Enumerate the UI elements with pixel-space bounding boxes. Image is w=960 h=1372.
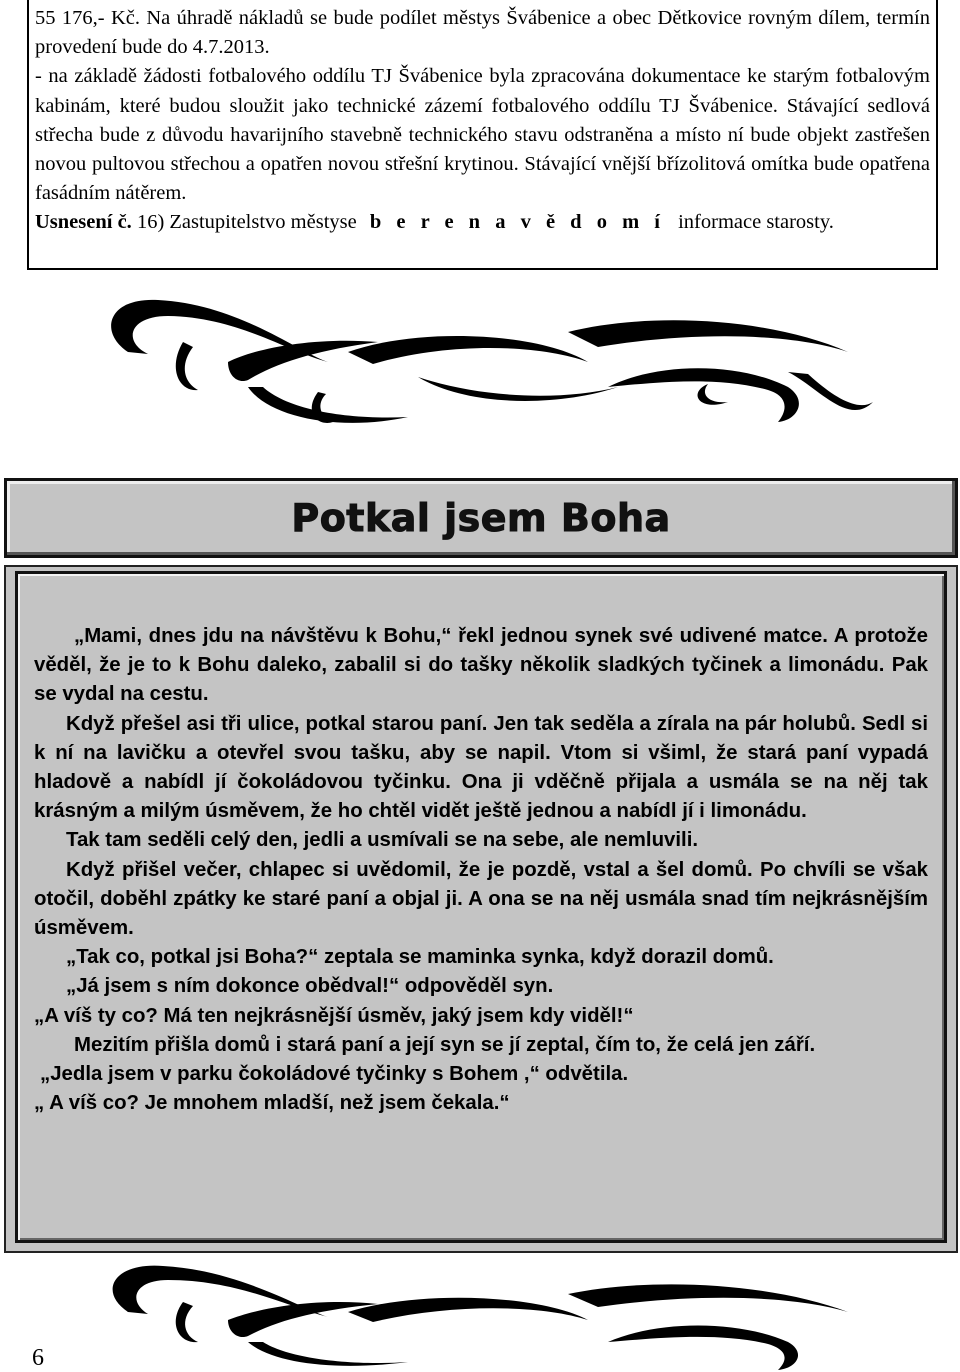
story-paragraph-2: Když přešel asi tři ulice, potkal starou paní. Jen tak seděla a zírala na pár holubů. Sedl si k ní na lavičku a otevřel svou tašku, aby se napil. Vtom si všiml, že stará paní vypadá hladově a nabídl jí čokoládovou tyčinku. Ona ji vděčně přijala a usmála se na něj tak krásným a milým úsměvem, že ho chtěl vidět ještě jednou a nabídl jí i limonádu. — [34, 712, 928, 823]
story-title-banner — [4, 478, 958, 558]
story-paragraph-8: Mezitím přišla domů i stará paní a její syn se jí zeptal, čím to, že celá jen září. — [74, 1033, 816, 1056]
decorative-swirl-top-icon — [88, 292, 878, 442]
story-paragraph-3: Tak tam seděli celý den, jedli a usmívali se na sebe, ale nemluvili. — [66, 829, 699, 852]
story-paragraph-10: „ A víš co? Je mnohem mladší, než jsem čekala.“ — [34, 1092, 510, 1115]
story-paragraph-4: Když přišel večer, chlapec si uvědomil, že je pozdě, vstal a šel domů. Po chvíli se však otočil, doběhl zpátky ke staré paní a objal ji. A ona se na něj usmála snad tím nejkrásnějším úsměvem. — [34, 858, 928, 940]
story-paragraph-7: „A víš ty co? Má ten nejkrásnější úsměv, jaký jsem kdy viděl!“ — [34, 1004, 634, 1027]
story-paragraph-1: „Mami, dnes jdu na návštěvu k Bohu,“ řekl jednou synek své udivené matce. A protože věděl, že je to k Bohu daleko, zabalil si do tašky několik sladkých tyčinek a limonádu. Pak se vydal na cestu. — [34, 625, 928, 706]
resolution-text: 16) Zastupitelstvo městyse — [136, 211, 357, 234]
resolution-verb: b e r e n a v ě d o m í — [369, 211, 665, 234]
story-paragraph-6: „Já jsem s ním dokonce obědval!“ odpověděl syn. — [66, 975, 554, 998]
resolution-line — [35, 208, 930, 237]
minutes-paragraph-1: 55 176,- Kč. Na úhradě nákladů se bude podílet městys Švábenice a obec Dětkovice rovným dílem, termín provedení bude do 4.7.2013. — [35, 7, 930, 59]
resolution-label: Usnesení č. — [35, 211, 132, 234]
minutes-paragraph-2: - na základě žádosti fotbalového oddílu TJ Švábenice byla zpracována dokumentace ke starým fotbalovým kabinám, které budou sloužit jako technické zázemí fotbalového oddílu TJ Švábenice. Stávající sedlová střecha bude z důvodu havarijního stavebně technického stavu odstraněna a místo ní bude objekt zastřešen novou pultovou střechou a opatřen novou střešní krytinou. Stávající vnější břízolitová omítka bude opatřena fasádním nátěrem. — [35, 65, 930, 205]
story-paragraph-9: „Jedla jsem v parku čokoládové tyčinky s Bohem ,“ odvětila. — [40, 1063, 629, 1086]
story-title: Potkal jsem Boha — [291, 496, 671, 540]
story-paragraph-5: „Tak co, potkal jsi Boha?“ zeptala se maminka synka, když dorazil domů. — [66, 946, 774, 969]
resolution-end: informace starosty. — [678, 211, 834, 234]
page-number: 6 — [32, 1345, 44, 1371]
decorative-swirl-bottom-icon — [88, 1262, 878, 1371]
story-text-box — [15, 571, 947, 1243]
council-minutes-box — [27, 0, 938, 270]
